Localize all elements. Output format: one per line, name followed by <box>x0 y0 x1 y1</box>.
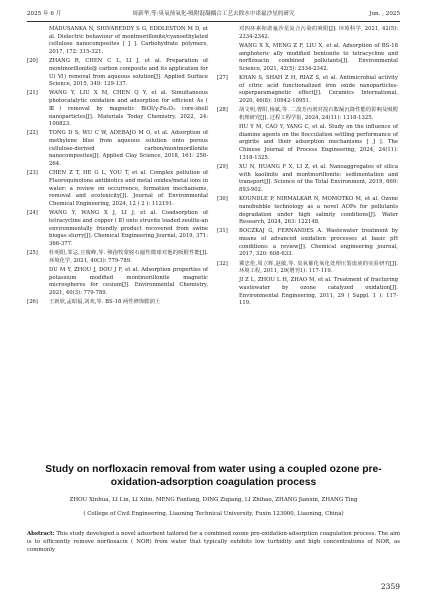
reference-text: JI Z L, ZHOU L H, ZHAO M, et al. Treatment of fracturing wastewater by ozone catalyzed oxidation[J]. Environmental Engineering, 2011, 29 ( Suppl. 1 ): 117-119. <box>239 277 398 307</box>
reference-text: 冀忠伦,周立辉,赵敏,等. 臭氧催化氧化处理压裂废液的实验研究[J]. 环境工程, 2011, 29(增刊1): 117-119. <box>239 260 398 275</box>
reference-entry <box>217 228 398 259</box>
reference-entry <box>27 26 208 57</box>
reference-text: 对四环素和诺氟沙星复合污染的吸附[J]. 环境科学, 2021, 42(5): 2334-2342. <box>239 26 398 40</box>
english-affiliation: ( College of Civil Engineering, Liaoning Technical University, Fuxin 123000, Liaoning, China) <box>83 511 344 517</box>
header-issue: Jun. , 2025 <box>369 11 400 17</box>
reference-entry <box>27 90 208 129</box>
reference-text: KHAN S, SHAH Z H, RIAZ S, et al. Antimicrobial activity of citric acid functionalized iron oxide nanoparticles-superparamagnetic effect[J]. Ceramics International, 2020, 46(8): 10942-10951. <box>239 75 398 105</box>
reference-number: [28] <box>217 107 228 114</box>
reference-number: [24] <box>27 210 38 217</box>
reference-text: 王新欣,孟昭福,刘欢,等. BS-18 两性修饰膨润土 <box>49 299 161 306</box>
reference-number: [21] <box>27 90 38 97</box>
reference-text: WANG Y, LIU X M, CHEN Q Y, et al. Simultaneous photocatalytic oxidation and adsorption for efficient As ( Ⅲ) removal by magnetic BiOI/γ-Fe₂O₃ core-shell nanoparticles[J]. Materials Today Chemistry, 2022, 24: 100823. <box>49 90 208 128</box>
reference-entry <box>217 107 398 122</box>
english-authors: ZHOU Xinhua, LI Lin, LI Xilin, MENG Fanfang, DING Ziqiang, LI Zhihao, ZHANG Jianxin, ZHANG Ting <box>69 497 358 503</box>
reference-text: XU N, HUANG F X, LI Z, et al. Nanoaggregates of silica with kaolinite and montmorillonite: sedimentation and transport[J]. Science of the Total Environment, 2019, 669: 893-902. <box>239 163 398 194</box>
reference-text: 杜明阳,邹忌,豆俊峰,等. 卵孢牧蒙脱石磁性微球对他的吸附性能[J]. 环境化学, 2021, 40(3): 779-789. <box>49 250 208 264</box>
reference-entry <box>27 250 208 265</box>
reference-text: CHEN Z T, HE G L, YOU T, et al. Complex pollution of Fluoroquinolone antibiotics and metal oxides/metal ions in water: a review on occurrence, formation mechanisms, removal and ecotoxicity[J]. Journal of Environmental Chemical Engineering, 2024, 12 ( 2 ): 112191. <box>49 170 208 208</box>
reference-entry <box>217 75 398 106</box>
reference-number: [29] <box>217 163 228 170</box>
reference-number: [20] <box>27 58 38 65</box>
reference-number: [23] <box>27 170 38 177</box>
reference-entry <box>27 130 208 169</box>
reference-entry <box>27 267 208 298</box>
reference-entry <box>217 26 398 41</box>
reference-text: WANG Y, WANG X J, LI J, et al. Coadsorption of tetracycline and copper ( Ⅱ) onto struvite loaded zeolite-an environmentally friendly product recovered from swine biogas slurry[J]. Chemical Engineering Journal, 2019, 371: 366-377. <box>49 210 208 247</box>
reference-number: [25] <box>27 250 38 257</box>
reference-entry <box>217 277 398 308</box>
reference-text: HU Y M, CAO Y, YANG C, et al. Study on the influence of diamine agents on the flocculation settling performance of argirite and their adsorption mechanisms [ J ]. The Chinese Journal of Process Engineering, 2024, 24(11): 1318-1325. <box>239 124 398 161</box>
header-title: 周新华,等:臭氧预氧化-吸附混凝耦合工艺去除水中诺氟沙星的研究 <box>132 11 295 17</box>
english-abstract <box>27 530 400 555</box>
reference-text: DU M Y, ZHOU J, DOU J F, et al. Adsorption properties of potassium modified montmorillonite magnetic microspheres for cesium[J]. Environmental Chemistry, 2021, 40(3): 779-789. <box>49 266 208 296</box>
page-number: 2359 <box>380 582 400 591</box>
reference-entry <box>217 164 398 195</box>
reference-number: [32] <box>217 260 228 267</box>
reference-text: 胡文明,曹阳,杨斌,等. 二溴芳丙剂对混石絮凝沉降性能的影响及吸附机理研究[J]. 过程工程学报, 2024, 24(11): 1318-1325. <box>239 107 398 121</box>
reference-entry <box>217 261 398 276</box>
reference-text: MADUSANKA N, SHIVAREDDY S G, EDDLESTON M D, et al. Dielectric behaviour of montmorillonite/cyanoethylated cellulose nanocomposites [ J ]. Carbohydrate polymers, 2017, 172: 315-321. <box>49 26 208 56</box>
abstract-text: This study developed a novel adsorbent tailored for a combined ozone pre-oxidation-adsorption coagulation process. The aim is to efficiently remove norfloxacin ( NOR) from water that typically exhibits low turbidity and high concentrations of NOR, as commonly <box>27 531 400 554</box>
running-header <box>27 8 400 20</box>
reference-text: WANG X X, MENG Z F, LIU X, et al. Adsorption of BS-18 amphoteric ally modified bentonite to tetracycline and norfloxacin combined pollutants[J]. Environmental Science, 2021, 42(5): 2334-2342. <box>239 42 398 72</box>
reference-entry <box>27 58 208 89</box>
abstract-label: Abstract: <box>27 531 55 537</box>
reference-text: KOUNDLE P, NIRMALKAR N, MOMOTKO M, et al. Ozone nanobubble technology as a novel AOPs for pollutants degradation under high salinity conditions[J]. Water Research, 2024, 263: 122148. <box>239 196 398 226</box>
reference-entry <box>27 299 208 307</box>
header-rule <box>27 21 400 22</box>
references-left-column <box>27 26 208 308</box>
reference-number: [26] <box>27 299 38 306</box>
reference-entry <box>217 124 398 163</box>
reference-text: TONG D S, WU C W, ADEBAJO M O, et al. Adsorption of methylene blue from aqueous solution onto porous cellulose-derived carbon/montmorillonite nanocomposites[J]. Applied Clay Science, 2018, 161: 256-264. <box>49 130 208 168</box>
english-title: Study on norfloxacin removal from water using a coupled ozone pre-oxidation-adsorption coagulation process <box>45 464 382 489</box>
reference-text: BOCZKAJ G, FERNANDES A. Wastewater treatment by means of advanced oxidation processes at basic pH conditions: a review[J]. Chemical engineering journal, 2017, 320: 608-633. <box>239 228 398 258</box>
reference-number: [27] <box>217 75 228 81</box>
reference-entry <box>217 196 398 227</box>
reference-text: ZHANG R, CHEN C L, LI J, et al. Preparation of montmorillonite@ carbon composite and its application for U( Ⅵ) removal from aqueous solution[J]. Applied Surface Science, 2015, 349: 129-137. <box>49 58 208 88</box>
header-date: 2025 年 6 月 <box>27 11 62 17</box>
reference-entry <box>27 210 208 249</box>
reference-entry <box>27 170 208 209</box>
reference-number: [31] <box>217 228 228 235</box>
reference-number: [22] <box>27 130 38 137</box>
reference-entry <box>217 43 398 74</box>
reference-number: [30] <box>217 196 228 203</box>
references-right-column <box>217 26 398 310</box>
